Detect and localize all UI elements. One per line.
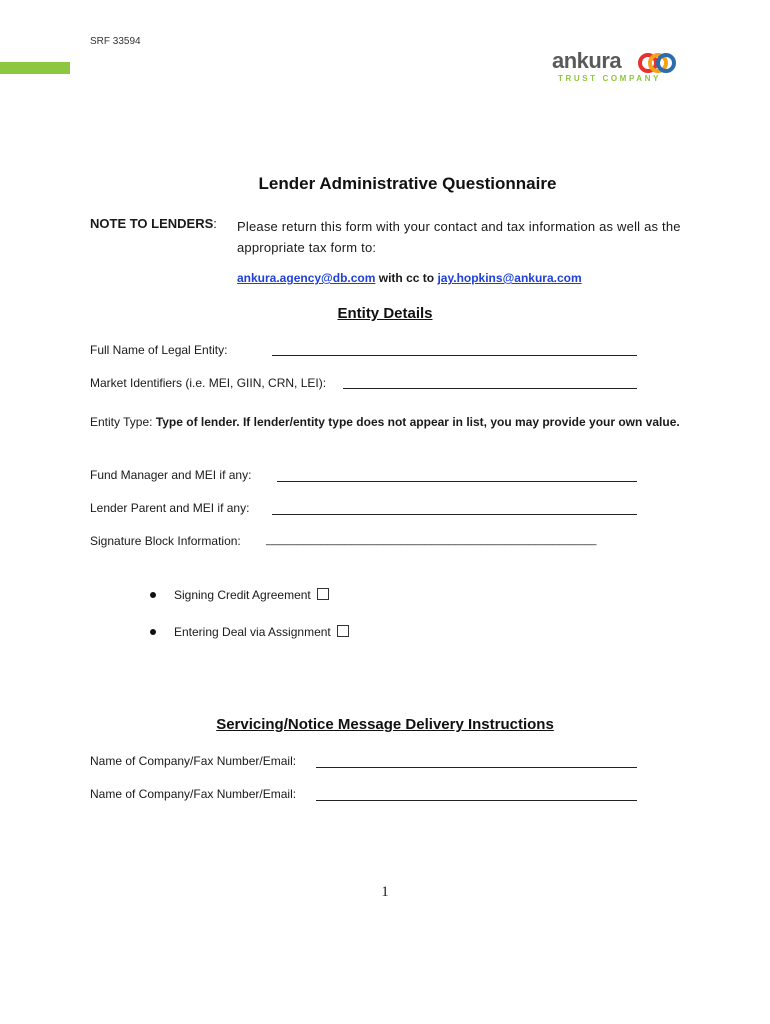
bullet-icon [150, 592, 156, 598]
market-ids-field[interactable] [343, 388, 637, 389]
note-label-colon: : [213, 216, 217, 231]
note-text: Please return this form with your contact and tax information as well as the appropriate tax form to: [237, 219, 681, 255]
accent-bar [0, 62, 70, 74]
cc-text: with cc to [375, 271, 438, 285]
option-label: Entering Deal via Assignment [174, 625, 331, 639]
market-ids-label: Market Identifiers (i.e. MEI, GIIN, CRN, LEI): [90, 376, 327, 390]
page-number: 1 [381, 884, 389, 900]
servicing-heading: Servicing/Notice Message Delivery Instructions [216, 716, 554, 733]
checkbox-entering-deal-via-assignment[interactable] [337, 625, 349, 637]
option-label: Signing Credit Agreement [174, 588, 311, 602]
page-title: Lender Administrative Questionnaire [258, 174, 557, 193]
form-id: SRF 33594 [90, 36, 141, 47]
checkbox-signing-credit-agreement[interactable] [317, 588, 329, 600]
signature-block-field[interactable]: ______________________________________________________ [266, 534, 597, 546]
fund-manager-label: Fund Manager and MEI if any: [90, 468, 252, 482]
entity-type-label: Entity Type: [90, 415, 156, 429]
entity-details-heading: Entity Details [337, 305, 433, 322]
option-entering-deal-via-assignment[interactable] [174, 625, 349, 639]
logo-subtitle: TRUST COMPANY [558, 74, 661, 83]
company-logo [552, 48, 682, 88]
logo-wordmark: ankura [552, 48, 622, 73]
signature-block-label: Signature Block Information: [90, 534, 241, 548]
logo-rings-icon [638, 52, 678, 74]
primary-email-link[interactable]: ankura.agency@db.com [237, 271, 376, 285]
fund-manager-field[interactable] [277, 481, 637, 482]
bullet-icon [150, 629, 156, 635]
full-name-label: Full Name of Legal Entity: [90, 343, 228, 357]
company-contact-field-2[interactable] [316, 800, 637, 801]
contact-line [237, 271, 582, 285]
company-contact-label-2: Name of Company/Fax Number/Email: [90, 787, 297, 801]
option-signing-credit-agreement[interactable] [174, 588, 329, 602]
full-name-field[interactable] [272, 355, 637, 356]
cc-email-link[interactable]: jay.hopkins@ankura.com [437, 271, 582, 285]
lender-parent-field[interactable] [272, 514, 637, 515]
lender-parent-label: Lender Parent and MEI if any: [90, 501, 250, 515]
entity-type-instruction: Type of lender. If lender/entity type does not appear in list, you may provide your own value. [155, 415, 680, 429]
company-contact-label-1: Name of Company/Fax Number/Email: [90, 754, 297, 768]
note-label [90, 216, 217, 231]
entity-type [90, 414, 680, 431]
company-contact-field-1[interactable] [316, 767, 637, 768]
note-label-text: NOTE TO LENDERS [90, 216, 214, 231]
